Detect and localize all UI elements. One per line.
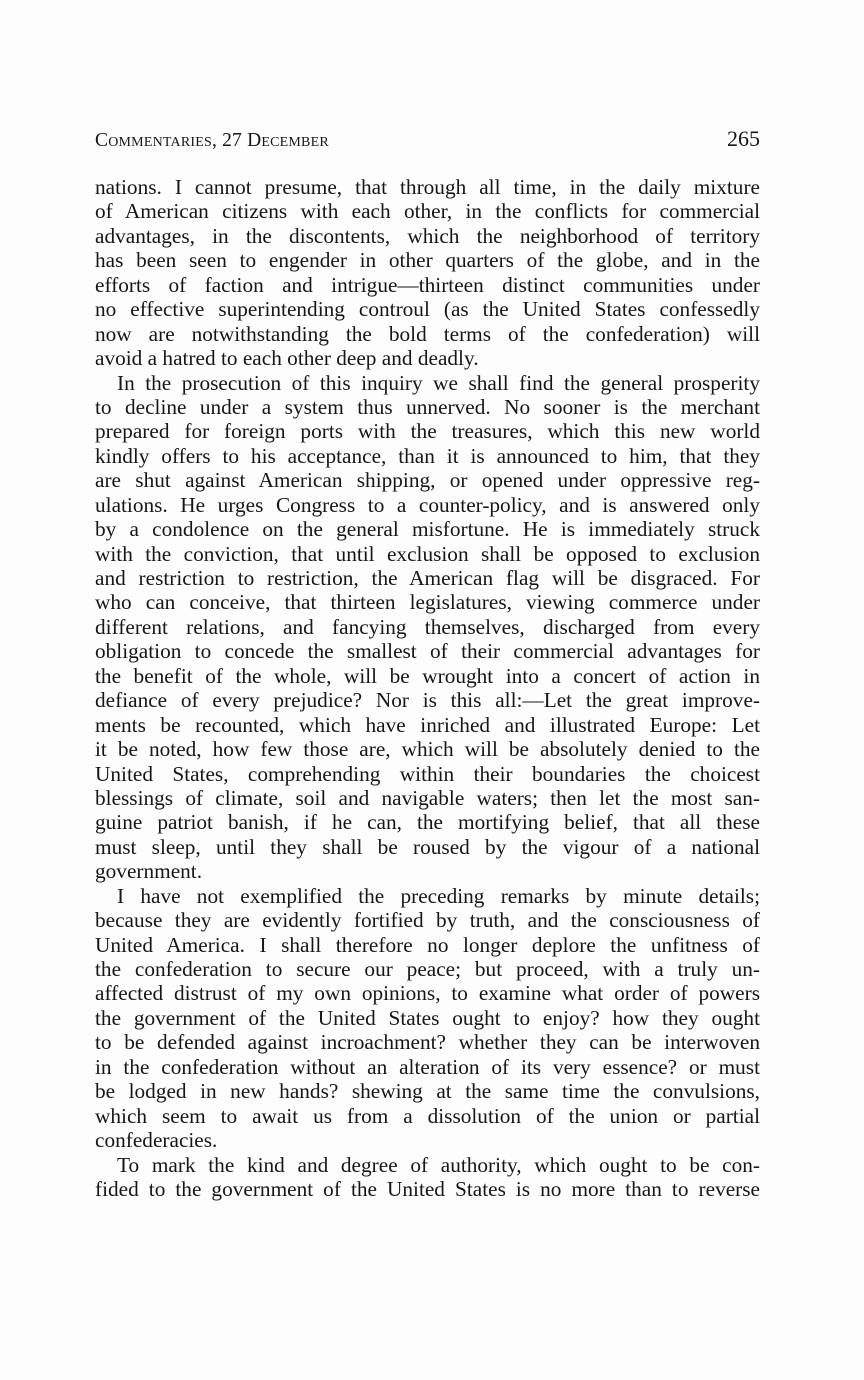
text-line: United America. I shall therefore no longer deplore the unfitness of — [95, 932, 760, 957]
text-line: obligation to concede the smallest of their commercial advantages for — [95, 639, 760, 664]
text-line: be lodged in new hands? shewing at the same time the convulsions, — [95, 1079, 760, 1104]
text-line: I have not exemplified the preceding remarks by minute details; — [117, 883, 760, 908]
page-number: 265 — [727, 126, 760, 151]
text-line: nations. I cannot presume, that through all time, in the daily mixture — [95, 175, 760, 199]
text-line: efforts of faction and intrigue—thirteen distinct communities under — [95, 272, 760, 297]
text-line: the government of the United States ought to enjoy? how they ought — [95, 1005, 760, 1030]
running-head: Commentaries, 27 December — [95, 130, 329, 151]
text-line: in the confederation without an alteration of its very essence? or must — [95, 1054, 760, 1079]
text-line: affected distrust of my own opinions, to examine what order of powers — [95, 981, 760, 1006]
text-line: defiance of every prejudice? Nor is this all:—Let the great improve- — [95, 688, 760, 713]
text-line: the benefit of the whole, will be wrought into a concert of action in — [95, 663, 760, 688]
paragraph — [95, 175, 760, 371]
text-line: who can conceive, that thirteen legislatures, viewing commerce under — [95, 590, 760, 615]
text-line: government. — [95, 859, 203, 884]
text-line: avoid a hatred to each other deep and deadly. — [95, 346, 479, 371]
body-text — [95, 175, 760, 1201]
text-line: ments be recounted, which have inriched and illustrated Europe: Let — [95, 712, 760, 737]
paragraph — [95, 1153, 760, 1202]
text-line: has been seen to engender in other quarters of the globe, and in the — [95, 248, 760, 273]
text-line: different relations, and fancying themselves, discharged from every — [95, 614, 760, 639]
text-line: by a condolence on the general misfortune. He is immediately struck — [95, 517, 760, 542]
text-line: United States, comprehending within their boundaries the choicest — [95, 761, 760, 786]
text-line: now are notwithstanding the bold terms of the confederation) will — [95, 321, 760, 346]
paragraph — [95, 371, 760, 884]
paragraph — [95, 884, 760, 1153]
text-line: guine patriot banish, if he can, the mortifying belief, that all these — [95, 810, 760, 835]
text-line: advantages, in the discontents, which the neighborhood of territory — [95, 223, 760, 248]
text-line: are shut against American shipping, or opened under oppressive reg- — [95, 468, 760, 493]
text-line: with the conviction, that until exclusion shall be opposed to exclusion — [95, 541, 760, 566]
text-line: prepared for foreign ports with the treasures, which this new world — [95, 419, 760, 444]
text-line: to be defended against incroachment? whether they can be interwoven — [95, 1030, 760, 1055]
text-line: it be noted, how few those are, which will be absolutely denied to the — [95, 737, 760, 762]
text-line: ulations. He urges Congress to a counter-policy, and is answered only — [95, 492, 760, 517]
page-header — [95, 126, 760, 156]
text-line: of American citizens with each other, in the conflicts for commercial — [95, 199, 760, 224]
text-line: to decline under a system thus unnerved. No sooner is the merchant — [95, 394, 760, 419]
text-line: To mark the kind and degree of authority, which ought to be con- — [117, 1152, 760, 1177]
text-line: no effective superintending controul (as the United States confessedly — [95, 297, 760, 322]
text-line: blessings of climate, soil and navigable waters; then let the most san- — [95, 785, 760, 810]
text-line: confederacies. — [95, 1128, 218, 1153]
text-line: the confederation to secure our peace; but proceed, with a truly un- — [95, 957, 760, 981]
text-line: fided to the government of the United States is no more than to reverse — [95, 1176, 760, 1201]
text-line: must sleep, until they shall be roused by the vigour of a national — [95, 834, 760, 859]
text-line: kindly offers to his acceptance, than it is announced to him, that they — [95, 443, 760, 468]
text-line: and restriction to restriction, the American flag will be disgraced. For — [95, 566, 760, 590]
text-line: which seem to await us from a dissolution of the union or partial — [95, 1103, 760, 1128]
text-line: because they are evidently fortified by truth, and the consciousness of — [95, 908, 760, 933]
text-line: In the prosecution of this inquiry we shall find the general prosperity — [117, 370, 760, 395]
